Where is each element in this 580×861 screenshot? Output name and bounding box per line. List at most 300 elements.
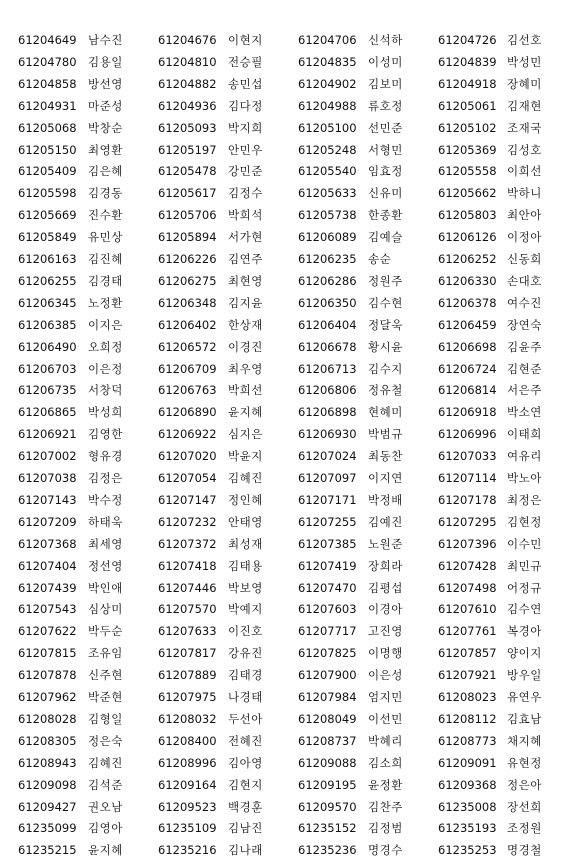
student-name: 박예지 bbox=[228, 602, 263, 617]
student-name: 김영한 bbox=[88, 427, 123, 442]
student-id: 61207921 bbox=[438, 668, 497, 683]
student-name: 노정환 bbox=[88, 295, 123, 310]
student-name: 이은성 bbox=[368, 668, 403, 683]
student-id: 61207984 bbox=[298, 690, 357, 704]
student-id: 61205068 bbox=[18, 120, 77, 135]
student-id: 61207470 bbox=[298, 580, 357, 595]
roster-row bbox=[0, 401, 580, 423]
student-id: 61207054 bbox=[158, 471, 217, 485]
student-id: 61206163 bbox=[18, 252, 77, 266]
student-name: 방우일 bbox=[507, 668, 542, 683]
student-id: 61207097 bbox=[298, 471, 357, 485]
student-id: 61207633 bbox=[158, 624, 217, 639]
student-name: 현혜미 bbox=[368, 405, 403, 420]
student-name: 정선영 bbox=[88, 558, 123, 573]
student-name: 김찬주 bbox=[368, 799, 403, 814]
student-id: 61206930 bbox=[298, 427, 357, 442]
student-name: 유민상 bbox=[88, 230, 123, 245]
student-id: 61208996 bbox=[158, 755, 217, 770]
student-id: 61207033 bbox=[438, 449, 497, 464]
student-id: 61204918 bbox=[438, 76, 497, 91]
student-id: 61206385 bbox=[18, 317, 77, 332]
student-name: 심지은 bbox=[228, 427, 263, 442]
student-id: 61207255 bbox=[298, 514, 357, 529]
roster-row bbox=[0, 204, 580, 226]
student-id: 61207717 bbox=[298, 624, 357, 639]
student-name: 노원준 bbox=[368, 536, 403, 551]
student-id: 61207419 bbox=[298, 558, 357, 573]
student-id: 61206345 bbox=[18, 295, 77, 310]
student-name: 최동찬 bbox=[368, 449, 403, 464]
student-name: 임효정 bbox=[368, 164, 403, 179]
student-id: 61206348 bbox=[158, 295, 217, 310]
student-id: 61205100 bbox=[298, 120, 357, 135]
student-name: 최안아 bbox=[507, 208, 542, 223]
student-id: 61207446 bbox=[158, 580, 217, 595]
student-id: 61206255 bbox=[18, 273, 77, 288]
student-name: 장연숙 bbox=[507, 317, 542, 332]
student-name: 서은주 bbox=[507, 383, 542, 398]
student-name: 방선영 bbox=[88, 76, 123, 91]
student-name: 이태희 bbox=[507, 427, 542, 442]
student-name: 김정범 bbox=[368, 821, 403, 836]
roster-row bbox=[0, 182, 580, 204]
student-name: 고진영 bbox=[368, 624, 403, 639]
student-name: 윤지혜 bbox=[88, 843, 123, 858]
roster-row bbox=[0, 555, 580, 577]
student-name: 장희라 bbox=[368, 558, 403, 573]
student-name: 조유임 bbox=[88, 646, 123, 661]
roster-row bbox=[0, 774, 580, 796]
roster-row bbox=[0, 511, 580, 533]
student-name: 김현지 bbox=[228, 777, 263, 792]
student-id: 61206378 bbox=[438, 295, 497, 310]
student-name: 한상재 bbox=[228, 317, 263, 332]
roster-row bbox=[0, 139, 580, 161]
student-id: 61204988 bbox=[298, 98, 357, 113]
student-name: 하태욱 bbox=[88, 514, 123, 529]
student-id: 61207396 bbox=[438, 536, 497, 551]
roster-row bbox=[0, 577, 580, 599]
student-id: 61206703 bbox=[18, 361, 77, 376]
student-id: 61207038 bbox=[18, 471, 77, 485]
student-id: 61209368 bbox=[438, 777, 497, 792]
student-id: 61206490 bbox=[18, 339, 77, 354]
student-name: 김윤주 bbox=[507, 339, 542, 354]
student-id: 61207817 bbox=[158, 646, 217, 661]
student-id: 61207295 bbox=[438, 514, 497, 529]
student-id: 61205197 bbox=[158, 142, 217, 157]
student-name: 안민우 bbox=[228, 142, 263, 157]
student-name: 송순 bbox=[368, 252, 392, 266]
student-name: 김혜진 bbox=[88, 755, 123, 770]
student-id: 61204726 bbox=[438, 33, 497, 47]
student-name: 박두순 bbox=[88, 624, 123, 639]
student-id: 61204676 bbox=[158, 33, 217, 47]
roster-row bbox=[0, 752, 580, 774]
student-id: 61205669 bbox=[18, 208, 77, 223]
roster-row bbox=[0, 336, 580, 358]
student-id: 61207209 bbox=[18, 514, 77, 529]
student-name: 이진호 bbox=[228, 624, 263, 639]
roster-row bbox=[0, 358, 580, 380]
student-id: 61235109 bbox=[158, 821, 217, 836]
student-name: 박준현 bbox=[88, 690, 123, 704]
student-name: 김혜진 bbox=[228, 471, 263, 485]
roster-row bbox=[0, 73, 580, 95]
student-name: 최현영 bbox=[228, 273, 263, 288]
student-name: 유연우 bbox=[507, 690, 542, 704]
student-name: 이선민 bbox=[368, 711, 403, 726]
student-name: 박성민 bbox=[507, 54, 542, 69]
student-name: 김현정 bbox=[507, 514, 542, 529]
student-name: 김태경 bbox=[228, 668, 263, 683]
student-name: 신유미 bbox=[368, 186, 403, 201]
student-id: 61205617 bbox=[158, 186, 217, 201]
student-name: 김남진 bbox=[228, 821, 263, 836]
student-id: 61206890 bbox=[158, 405, 217, 420]
student-name: 최민규 bbox=[507, 558, 542, 573]
student-name: 명경수 bbox=[368, 843, 403, 858]
student-id: 61206735 bbox=[18, 383, 77, 398]
student-id: 61209523 bbox=[158, 799, 217, 814]
roster-row bbox=[0, 117, 580, 139]
student-name: 강민준 bbox=[228, 164, 263, 179]
student-id: 61235253 bbox=[438, 843, 497, 858]
student-id: 61205248 bbox=[298, 142, 357, 157]
student-id: 61206996 bbox=[438, 427, 497, 442]
student-name: 형유경 bbox=[88, 449, 123, 464]
student-id: 61207114 bbox=[438, 471, 497, 485]
student-id: 61204780 bbox=[18, 54, 77, 69]
student-name: 김아영 bbox=[228, 755, 263, 770]
student-id: 61207603 bbox=[298, 602, 357, 617]
student-id: 61206235 bbox=[298, 252, 357, 266]
roster-row bbox=[0, 620, 580, 642]
student-name: 조재국 bbox=[507, 120, 542, 135]
student-name: 황시윤 bbox=[368, 339, 403, 354]
student-id: 61206709 bbox=[158, 361, 217, 376]
student-name: 손대호 bbox=[507, 273, 542, 288]
student-name: 김예슬 bbox=[368, 230, 403, 245]
student-name: 김보미 bbox=[368, 76, 403, 91]
student-id: 61209195 bbox=[298, 777, 357, 792]
student-id: 61207439 bbox=[18, 580, 77, 595]
student-id: 61206402 bbox=[158, 317, 217, 332]
student-name: 박범규 bbox=[368, 427, 403, 442]
student-id: 61205706 bbox=[158, 208, 217, 223]
student-name: 서형민 bbox=[368, 142, 403, 157]
student-id: 61207825 bbox=[298, 646, 357, 661]
student-id: 61206678 bbox=[298, 339, 357, 354]
roster-row bbox=[0, 51, 580, 73]
roster-row bbox=[0, 839, 580, 861]
student-name: 서창덕 bbox=[88, 383, 123, 398]
roster-row bbox=[0, 226, 580, 248]
student-name: 오희정 bbox=[88, 339, 123, 354]
student-id: 61207178 bbox=[438, 492, 497, 507]
student-id: 61207570 bbox=[158, 602, 217, 617]
student-name: 정원주 bbox=[368, 273, 403, 288]
student-name: 박노아 bbox=[507, 471, 542, 485]
student-id: 61208773 bbox=[438, 733, 497, 748]
student-name: 박하니 bbox=[507, 186, 542, 201]
roster-row bbox=[0, 664, 580, 686]
roster-row bbox=[0, 642, 580, 664]
student-name: 진수환 bbox=[88, 208, 123, 223]
student-name: 이명행 bbox=[368, 646, 403, 661]
student-name: 김연주 bbox=[228, 252, 263, 266]
student-name: 채지혜 bbox=[507, 733, 542, 748]
student-id: 61204835 bbox=[298, 54, 357, 69]
student-id: 61235152 bbox=[298, 821, 357, 836]
student-id: 61208023 bbox=[438, 690, 497, 704]
student-id: 61206330 bbox=[438, 273, 497, 288]
student-id: 61205894 bbox=[158, 230, 217, 245]
student-id: 61205598 bbox=[18, 186, 77, 201]
roster-row bbox=[0, 379, 580, 401]
student-id: 61208049 bbox=[298, 711, 357, 726]
student-name: 송민섭 bbox=[228, 76, 263, 91]
roster-row bbox=[0, 248, 580, 270]
student-id: 61204810 bbox=[158, 54, 217, 69]
student-id: 61207761 bbox=[438, 624, 497, 639]
student-name: 여수진 bbox=[507, 295, 542, 310]
student-name: 윤지혜 bbox=[228, 405, 263, 420]
student-name: 김수연 bbox=[507, 602, 542, 617]
student-name: 이수민 bbox=[507, 536, 542, 551]
student-name: 최정은 bbox=[507, 492, 542, 507]
student-id: 61206921 bbox=[18, 427, 77, 442]
student-id: 61235099 bbox=[18, 821, 77, 836]
student-id: 61206814 bbox=[438, 383, 497, 398]
student-id: 61207232 bbox=[158, 514, 217, 529]
student-id: 61235008 bbox=[438, 799, 497, 814]
student-name: 양이지 bbox=[507, 646, 542, 661]
student-id: 61206724 bbox=[438, 361, 497, 376]
student-id: 61235216 bbox=[158, 843, 217, 858]
student-name: 두선아 bbox=[228, 711, 263, 726]
student-id: 61207143 bbox=[18, 492, 77, 507]
student-name: 김수현 bbox=[368, 295, 403, 310]
student-name: 김나래 bbox=[228, 843, 263, 858]
student-name: 정은숙 bbox=[88, 733, 123, 748]
student-id: 61204931 bbox=[18, 98, 77, 113]
student-name: 명경철 bbox=[507, 843, 542, 858]
student-name: 장혜미 bbox=[507, 76, 542, 91]
student-name: 김경동 bbox=[88, 186, 123, 201]
student-name: 김정은 bbox=[88, 471, 123, 485]
student-id: 61208112 bbox=[438, 711, 497, 726]
student-name: 박인애 bbox=[88, 580, 123, 595]
student-id: 61207498 bbox=[438, 580, 497, 595]
student-name: 김석준 bbox=[88, 777, 123, 792]
student-id: 61208305 bbox=[18, 733, 77, 748]
roster-row bbox=[0, 708, 580, 730]
student-id: 61207372 bbox=[158, 536, 217, 551]
student-id: 61205150 bbox=[18, 142, 77, 157]
student-id: 61207428 bbox=[438, 558, 497, 573]
student-id: 61205369 bbox=[438, 142, 497, 157]
roster-row bbox=[0, 270, 580, 292]
student-name: 박수정 bbox=[88, 492, 123, 507]
student-id: 61204882 bbox=[158, 76, 217, 91]
student-name: 이은정 bbox=[88, 361, 123, 376]
student-id: 61206459 bbox=[438, 317, 497, 332]
student-id: 61204902 bbox=[298, 76, 357, 91]
roster-row bbox=[0, 423, 580, 445]
student-id: 61207147 bbox=[158, 492, 217, 507]
student-id: 61207815 bbox=[18, 646, 77, 661]
student-name: 박윤지 bbox=[228, 449, 263, 464]
student-name: 김다정 bbox=[228, 98, 263, 113]
student-id: 61207975 bbox=[158, 690, 217, 704]
student-id: 61206918 bbox=[438, 405, 497, 420]
student-name: 김용일 bbox=[88, 54, 123, 69]
student-id: 61207002 bbox=[18, 449, 77, 464]
student-name: 전혜진 bbox=[228, 733, 263, 748]
student-name: 신석하 bbox=[368, 33, 403, 47]
student-id: 61205540 bbox=[298, 164, 357, 179]
student-id: 61205662 bbox=[438, 186, 497, 201]
student-name: 김형일 bbox=[88, 711, 123, 726]
student-name: 정달욱 bbox=[368, 317, 403, 332]
student-id: 61206865 bbox=[18, 405, 77, 420]
student-id: 61207171 bbox=[298, 492, 357, 507]
student-name: 복경아 bbox=[507, 624, 542, 639]
student-id: 61205478 bbox=[158, 164, 217, 179]
student-name: 나경태 bbox=[228, 690, 263, 704]
student-name: 이경아 bbox=[368, 602, 403, 617]
student-id: 61207385 bbox=[298, 536, 357, 551]
student-name: 김은혜 bbox=[88, 164, 123, 179]
student-name: 강유진 bbox=[228, 646, 263, 661]
student-id: 61206922 bbox=[158, 427, 217, 442]
student-name: 김지윤 bbox=[228, 295, 263, 310]
student-id: 61204936 bbox=[158, 98, 217, 113]
student-name: 김현준 bbox=[507, 361, 542, 376]
student-name: 이정아 bbox=[507, 230, 542, 245]
student-name: 엄지민 bbox=[368, 690, 403, 704]
student-name: 선민준 bbox=[368, 120, 403, 135]
student-id: 61204649 bbox=[18, 33, 77, 47]
student-id: 61207962 bbox=[18, 690, 77, 704]
roster-row bbox=[0, 489, 580, 511]
student-name: 장선희 bbox=[507, 799, 542, 814]
student-name: 신동희 bbox=[507, 252, 542, 266]
student-id: 61209098 bbox=[18, 777, 77, 792]
student-name: 김성호 bbox=[507, 142, 542, 157]
student-id: 61206763 bbox=[158, 383, 217, 398]
student-name: 최세영 bbox=[88, 536, 123, 551]
student-name: 전승필 bbox=[228, 54, 263, 69]
roster-row bbox=[0, 533, 580, 555]
student-id: 61207610 bbox=[438, 602, 497, 617]
student-id: 61206898 bbox=[298, 405, 357, 420]
student-id: 61235236 bbox=[298, 843, 357, 858]
student-id: 61206350 bbox=[298, 295, 357, 310]
student-id: 61209427 bbox=[18, 799, 77, 814]
roster-row bbox=[0, 292, 580, 314]
student-name: 박혜리 bbox=[368, 733, 403, 748]
student-name: 안태영 bbox=[228, 514, 263, 529]
student-name: 김진혜 bbox=[88, 252, 123, 266]
student-id: 61207900 bbox=[298, 668, 357, 683]
roster-row bbox=[0, 686, 580, 708]
student-name: 이지은 bbox=[88, 317, 123, 332]
student-name: 박희선 bbox=[228, 383, 263, 398]
student-id: 61206286 bbox=[298, 273, 357, 288]
student-name: 권오남 bbox=[88, 799, 123, 814]
student-name: 서가현 bbox=[228, 230, 263, 245]
student-id: 61205738 bbox=[298, 208, 357, 223]
student-name: 류호정 bbox=[368, 98, 403, 113]
student-name: 박소연 bbox=[507, 405, 542, 420]
student-id: 61235193 bbox=[438, 821, 497, 836]
student-id: 61207889 bbox=[158, 668, 217, 683]
student-id: 61209088 bbox=[298, 755, 357, 770]
student-name: 김재현 bbox=[507, 98, 542, 113]
student-name: 김태용 bbox=[228, 558, 263, 573]
student-name: 한종환 bbox=[368, 208, 403, 223]
student-id: 61207418 bbox=[158, 558, 217, 573]
student-id: 61205102 bbox=[438, 120, 497, 135]
student-name: 유현정 bbox=[507, 755, 542, 770]
student-name: 정유철 bbox=[368, 383, 403, 398]
student-name: 김수지 bbox=[368, 361, 403, 376]
student-name: 박보영 bbox=[228, 580, 263, 595]
student-name: 최영환 bbox=[88, 142, 123, 157]
student-name: 정은아 bbox=[507, 777, 542, 792]
student-name: 김효남 bbox=[507, 711, 542, 726]
roster-row bbox=[0, 598, 580, 620]
student-name: 이희선 bbox=[507, 164, 542, 179]
student-name: 박정배 bbox=[368, 492, 403, 507]
student-id: 61206252 bbox=[438, 252, 497, 266]
student-id: 61209164 bbox=[158, 777, 217, 792]
student-id: 61207368 bbox=[18, 536, 77, 551]
roster-row bbox=[0, 160, 580, 182]
student-id: 61205803 bbox=[438, 208, 497, 223]
student-name: 백경훈 bbox=[228, 799, 263, 814]
student-id: 61206089 bbox=[298, 230, 357, 245]
student-name: 최성재 bbox=[228, 536, 263, 551]
student-id: 61208400 bbox=[158, 733, 217, 748]
student-id: 61205061 bbox=[438, 98, 497, 113]
student-name: 신주현 bbox=[88, 668, 123, 683]
student-id: 61207622 bbox=[18, 624, 77, 639]
student-name: 박창순 bbox=[88, 120, 123, 135]
student-id: 61209570 bbox=[298, 799, 357, 814]
student-id: 61209091 bbox=[438, 755, 497, 770]
roster-row bbox=[0, 817, 580, 839]
student-id: 61205093 bbox=[158, 120, 217, 135]
student-name: 김영아 bbox=[88, 821, 123, 836]
roster-row bbox=[0, 314, 580, 336]
student-name: 김평섭 bbox=[368, 580, 403, 595]
roster-row bbox=[0, 29, 580, 51]
student-id: 61207543 bbox=[18, 602, 77, 617]
student-id: 61205849 bbox=[18, 230, 77, 245]
student-id: 61208028 bbox=[18, 711, 77, 726]
student-name: 이성미 bbox=[368, 54, 403, 69]
student-name: 정인혜 bbox=[228, 492, 263, 507]
student-name: 윤정환 bbox=[368, 777, 403, 792]
student-id: 61206698 bbox=[438, 339, 497, 354]
student-name: 김경태 bbox=[88, 273, 123, 288]
roster-row bbox=[0, 730, 580, 752]
student-name: 여유리 bbox=[507, 449, 542, 464]
